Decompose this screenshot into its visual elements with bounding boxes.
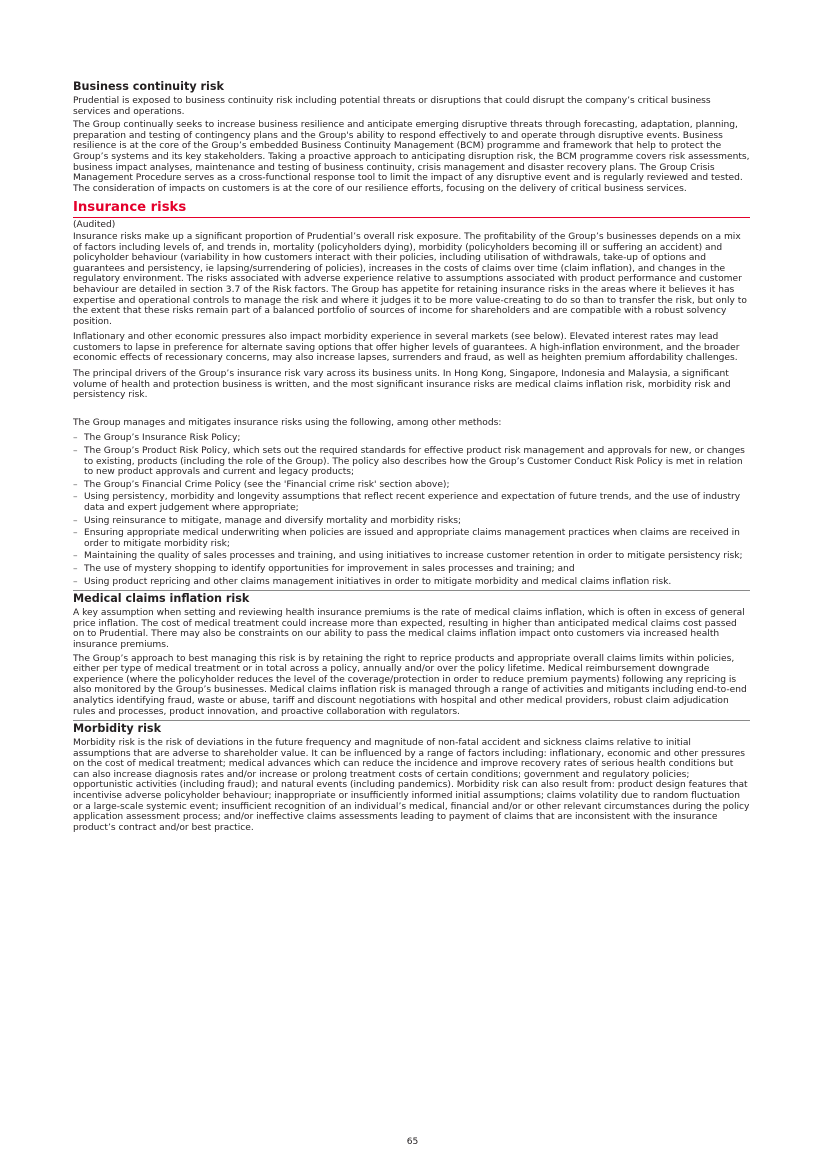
morbidity-heading: Morbidity risk [73,720,750,736]
list-item: – Ensuring appropriate medical underwriting when policies are issued and appropriate claims management practices when claims are received in order to mitigate morbidity risk; [73,528,750,549]
insurance-para-1: Insurance risks make up a significant proportion of Prudential’s overall risk exposure. The profitability of the Group’s businesses depends on a mix of factors including levels of, and trends in, mortality (policyholders dying), morbidity (policyholders becoming ill or suffering an accident) and policyholder behaviour (variability in how customers interact with their policies, including utilisation of withdrawals, take-up of options and guarantees and persistency, ie lapsing/surrendering of policies), increases in the costs of claims over time (claim inflation), and changes in the regulatory environment. The risks associated with adverse experience relative to assumptions associated with product performance and customer behaviour are detailed in section 3.7 of the Risk factors. The Group has appetite for retaining insurance risks in the areas where it believes it has expertise and operational controls to manage the risk and where it judges it to be more value-creating to do so than to transfer the risk, but only to the extent that these risks remain part of a balanced portfolio of sources of income for shareholders and are compatible with a robust solvency position. [73,231,747,327]
list-item: – The Group’s Product Risk Policy, which sets out the required standards for effective product risk management and approvals for new, or changes to existing, products (including the role of the Group). The policy also describes how the Group’s Customer Conduct Risk Policy is met in relation to new product approvals and current and legacy products; [73,446,750,478]
list-item: – Using reinsurance to mitigate, manage and diversify mortality and morbidity risks; [73,516,750,527]
audited-label: (Audited) [73,220,116,231]
insurance-para-2: Inflationary and other economic pressures also impact morbidity experience in several markets (see below). Elevated interest rates may lead customers to lapse in preference for alternate saving options that offer higher levels of guarantees. A high-inflation environment, and the broader economic effects of recessionary concerns, may also increase lapses, surrenders and fraud, as well as heighten premium affordability challenges. [73,332,740,364]
morbidity-para-1: Morbidity risk is the risk of deviations in the future frequency and magnitude of non-fatal accident and sickness claims relative to initial assumptions that are adverse to shareholder value. It can be influenced by a range of factors including: inflationary, economic and other pressures on the cost of medical treatment; medical advances which can reduce the incidence and improve recovery rates of serious health conditions but can also increase diagnosis rates and/or increase or prolong treatment costs of certain conditions; government and regulatory policies; opportunistic activities (including fraud); and natural events (including pandemics). Morbidity risk can also result from: product design features that incentivise adverse policyholder behaviour; inappropriate or insufficiently informed initial assumptions; claims volatility due to random fluctuation or a large-scale systemic event; insufficient recognition of an individual’s medical, financial and/or or other relevant circumstances during the policy application assessment process; and/or ineffective claims assessments leading to payment of claims that are inconsistent with the insurance product’s contract and/or best practice. [73,738,750,833]
medical-claims-heading: Medical claims inflation risk [73,590,750,606]
page-number: 65 [406,1137,419,1147]
insurance-para-3: The principal drivers of the Group’s insurance risk vary across its business units. In Hong Kong, Singapore, Indonesia and Malaysia, a significant volume of health and protection business is written, and the most significant insurance risks are medical claims inflation risk, morbidity risk and persistency risk. [73,369,731,401]
list-item: – Using persistency, morbidity and longevity assumptions that reflect recent experience and expectation of future trends, and the use of industry data and expert judgement where appropriate; [73,492,750,513]
list-item: – Using product repricing and other claims management initiatives in order to mitigate morbidity and medical claims inflation risk. [73,577,750,588]
business-continuity-para-2: The Group continually seeks to increase business resilience and anticipate emerging disruptive threats through forecasting, adaptation, planning, preparation and testing of contingency plans and the Group's ability to respond effectively to and operate through disruptive events. Business resilience is at the core of the Group’s embedded Business Continuity Management (BCM) programme and framework that help to protect the Group’s systems and its key stakeholders. Taking a proactive approach to anticipating disruption risk, the BCM programme covers risk assessments, business impact analyses, maintenance and testing of business continuity, crisis management and disaster recovery plans. The Group Crisis Management Procedure serves as a cross-functional response tool to limit the impact of any disruptive event and is regularly reviewed and tested. The consideration of impacts on customers is at the core of our resilience efforts, focusing on the delivery of critical business services. [73,120,750,194]
list-item: – The Group’s Financial Crime Policy (see the 'Financial crime risk' section above); [73,480,750,491]
list-item: – Maintaining the quality of sales processes and training, and using initiatives to increase customer retention in order to mitigate persistency risk; [73,551,750,562]
page-content [73,80,750,838]
mitigation-list [73,433,750,587]
list-item: – The use of mystery shopping to identify opportunities for improvement in sales processes and training; and [73,564,750,575]
business-continuity-heading: Business continuity risk [73,80,224,93]
medical-claims-para-1: A key assumption when setting and reviewing health insurance premiums is the rate of medical claims inflation, which is often in excess of general price inflation. The cost of medical treatment could increase more than expected, resulting in higher than anticipated medical claims cost passed on to Prudential. There may also be constraints on our ability to pass the medical claims inflation impact onto customers via increased health insurance premiums. [73,608,745,650]
insurance-risks-heading: Insurance risks [73,200,750,218]
business-continuity-para-1: Prudential is exposed to business continuity risk including potential threats or disruptions that could disrupt the company’s critical business services and operations. [73,96,711,117]
list-item: – The Group’s Insurance Risk Policy; [73,433,750,444]
medical-claims-para-2: The Group’s approach to best managing this risk is by retaining the right to reprice products and appropriate overall claims limits within policies, either per type of medical treatment or in total across a policy, annually and/or over the policy lifetime. Medical reimbursement downgrade experience (where the policyholder reduces the level of the coverage/protection in order to reduce premium payments) following any repricing is also monitored by the Group’s businesses. Medical claims inflation risk is managed through a range of activities and mitigants including end-to-end analytics identifying fraud, waste or abuse, tariff and discount negotiations with hospital and other medical providers, robust claim adjudication rules and processes, product innovation, and proactive collaboration with regulators. [73,653,747,717]
insurance-para-4: The Group manages and mitigates insurance risks using the following, among other methods: [73,417,502,428]
